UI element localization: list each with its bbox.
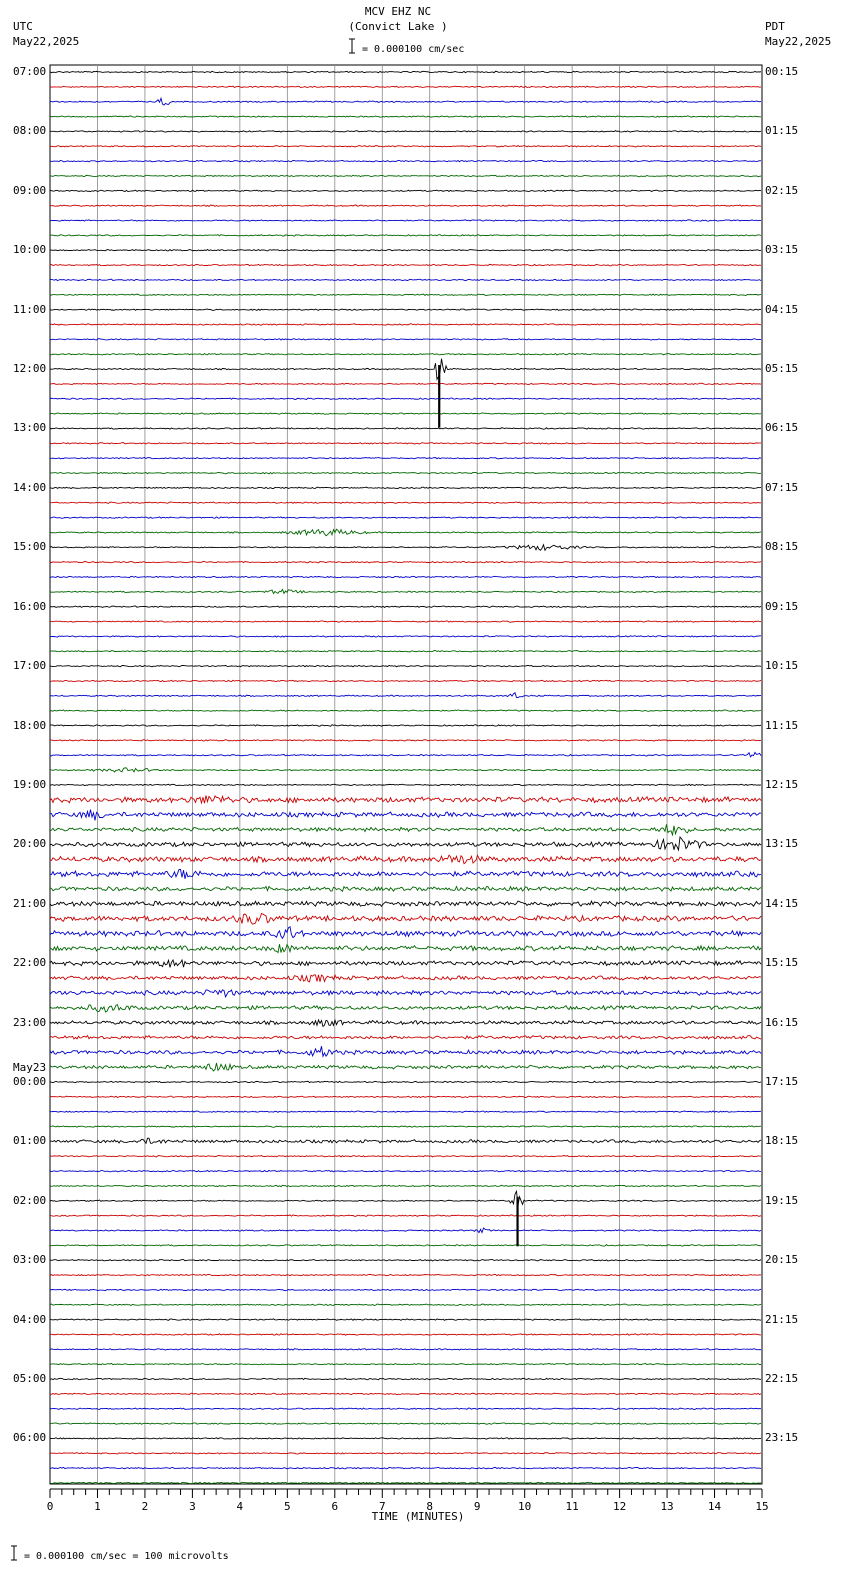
station-location: (Convict Lake ) (348, 20, 448, 33)
scale-bar-icon (349, 39, 355, 53)
tick-label: 14 (707, 1500, 722, 1513)
trace-line-38 (50, 636, 761, 637)
utc-hour-label: 00:00 (13, 1074, 47, 1088)
trace-line-37 (50, 621, 761, 622)
plot-grid (50, 65, 762, 1484)
left-timezone: UTC (13, 20, 33, 33)
utc-hour-label: 13:00 (13, 421, 47, 435)
tick-label: 12 (612, 1500, 627, 1513)
trace-line-7 (50, 175, 761, 176)
trace-line-4 (50, 131, 761, 132)
trace-line-10 (50, 220, 761, 221)
trace-line-58 (50, 927, 761, 938)
trace-line-20 (50, 359, 761, 380)
utc-hour-label: 05:00 (13, 1372, 47, 1386)
utc-hour-label: 11:00 (13, 302, 47, 316)
pdt-hour-label: 13:15 (765, 837, 799, 851)
trace-line-3 (50, 116, 761, 117)
trace-line-43 (50, 710, 761, 711)
trace-line-49 (50, 795, 761, 803)
pdt-hour-label: 15:15 (765, 956, 799, 970)
trace-line-36 (50, 606, 761, 607)
trace-group (50, 71, 761, 1483)
trace-line-85 (50, 1334, 761, 1335)
trace-line-46 (50, 752, 761, 756)
trace-line-91 (50, 1423, 761, 1424)
trace-line-13 (50, 264, 761, 265)
trace-line-74 (50, 1170, 761, 1171)
trace-line-69 (50, 1096, 761, 1097)
utc-hour-label: 02:00 (13, 1193, 47, 1207)
trace-line-76 (50, 1191, 761, 1205)
pdt-hour-label: 22:15 (765, 1372, 799, 1386)
trace-line-51 (50, 824, 761, 835)
trace-line-42 (50, 693, 761, 698)
utc-date-label: May23 (13, 1060, 47, 1074)
trace-line-34 (50, 576, 761, 577)
utc-hour-label: 19:00 (13, 777, 47, 791)
trace-line-1 (50, 86, 761, 87)
trace-line-84 (50, 1319, 761, 1320)
trace-line-22 (50, 398, 761, 400)
utc-hour-label: 03:00 (13, 1253, 47, 1267)
trace-line-88 (50, 1378, 761, 1380)
pdt-hour-label: 18:15 (765, 1134, 799, 1148)
pdt-hour-label: 02:15 (765, 183, 799, 197)
tick-label: 1 (94, 1500, 101, 1513)
trace-line-72 (50, 1138, 761, 1143)
right-timezone: PDT (765, 20, 785, 33)
trace-line-30 (50, 517, 761, 518)
station-name: MCV EHZ NC (364, 5, 432, 18)
trace-line-44 (50, 725, 761, 727)
tick-label: 3 (189, 1500, 196, 1513)
tick-label: 13 (660, 1500, 674, 1513)
right-date: May22,2025 (765, 35, 832, 48)
utc-hour-label: 21:00 (13, 896, 47, 910)
trace-line-65 (50, 1035, 761, 1039)
pdt-hour-label: 19:15 (765, 1193, 799, 1207)
trace-line-60 (50, 960, 761, 967)
tick-label: 8 (426, 1500, 434, 1513)
tick-label: 5 (284, 1500, 291, 1513)
trace-line-19 (50, 354, 761, 355)
trace-line-63 (50, 1005, 761, 1012)
trace-line-26 (50, 457, 761, 458)
trace-line-11 (50, 235, 761, 237)
trace-line-78 (50, 1228, 761, 1233)
trace-line-31 (50, 529, 761, 536)
pdt-hour-label: 11:15 (765, 718, 799, 732)
trace-line-81 (50, 1274, 761, 1275)
pdt-hour-label: 21:15 (765, 1312, 799, 1326)
trace-line-52 (50, 837, 761, 850)
trace-line-77 (50, 1215, 761, 1217)
trace-line-93 (50, 1453, 761, 1454)
trace-line-70 (50, 1111, 761, 1112)
trace-line-23 (50, 413, 761, 414)
pdt-hour-label: 12:15 (765, 777, 799, 791)
pdt-hour-label: 07:15 (765, 480, 799, 494)
trace-line-29 (50, 502, 761, 503)
trace-line-6 (50, 160, 761, 161)
trace-line-17 (50, 324, 761, 325)
trace-line-53 (50, 855, 761, 863)
trace-line-48 (50, 784, 761, 785)
pdt-hour-label: 23:15 (765, 1431, 799, 1445)
trace-line-66 (50, 1046, 761, 1056)
trace-line-82 (50, 1289, 761, 1290)
trace-line-59 (50, 944, 761, 952)
trace-line-5 (50, 146, 761, 147)
trace-line-47 (50, 768, 761, 772)
trace-line-40 (50, 665, 761, 666)
trace-line-90 (50, 1408, 761, 1409)
utc-hour-label: 15:00 (13, 540, 47, 554)
utc-hour-label: 23:00 (13, 1015, 47, 1029)
trace-line-35 (50, 589, 761, 593)
trace-line-87 (50, 1363, 761, 1364)
trace-line-8 (50, 190, 761, 191)
pdt-hour-label: 20:15 (765, 1253, 799, 1267)
trace-line-57 (50, 914, 761, 925)
tick-label: 0 (46, 1500, 54, 1513)
pdt-hour-label: 16:15 (765, 1015, 799, 1029)
calibration-label: = 0.000100 cm/sec = 100 microvolts (24, 1551, 229, 1562)
calibration-bar-icon (11, 1546, 17, 1560)
pdt-hour-label: 01:15 (765, 124, 799, 138)
trace-line-18 (50, 339, 761, 340)
utc-hour-label: 14:00 (13, 480, 47, 494)
utc-hour-label: 01:00 (13, 1134, 47, 1148)
pdt-hour-label: 14:15 (765, 896, 799, 910)
tick-label: 7 (378, 1500, 386, 1513)
trace-line-15 (50, 294, 761, 295)
utc-hour-label: 12:00 (13, 362, 47, 376)
pdt-hour-label: 09:15 (765, 599, 799, 613)
tick-label: 9 (473, 1500, 481, 1513)
utc-hour-label: 16:00 (13, 599, 47, 613)
trace-line-21 (50, 383, 761, 384)
trace-line-73 (50, 1156, 761, 1157)
plot-frame (50, 65, 762, 1484)
trace-line-55 (50, 886, 761, 891)
tick-label: 10 (518, 1500, 532, 1513)
trace-line-79 (50, 1245, 761, 1246)
utc-hour-label: 04:00 (13, 1312, 47, 1326)
trace-line-62 (50, 990, 761, 997)
trace-line-92 (50, 1438, 761, 1439)
trace-line-83 (50, 1304, 761, 1305)
pdt-hour-label: 08:15 (765, 540, 799, 554)
trace-line-2 (50, 98, 761, 105)
trace-line-61 (50, 975, 761, 982)
left-date: May22,2025 (13, 35, 80, 48)
trace-line-41 (50, 680, 761, 681)
trace-line-89 (50, 1393, 761, 1394)
utc-hour-label: 20:00 (13, 837, 47, 851)
trace-line-12 (50, 250, 761, 251)
trace-line-71 (50, 1126, 761, 1128)
tick-label: 2 (141, 1500, 149, 1513)
trace-line-45 (50, 740, 761, 741)
utc-hour-label: 08:00 (13, 124, 47, 138)
pdt-hour-label: 06:15 (765, 421, 799, 435)
trace-line-32 (50, 545, 761, 551)
utc-hour-label: 10:00 (13, 243, 47, 257)
trace-line-39 (50, 651, 761, 652)
utc-hour-label: 17:00 (13, 659, 47, 673)
trace-line-33 (50, 561, 761, 563)
utc-hour-label: 09:00 (13, 183, 47, 197)
trace-line-50 (50, 810, 761, 821)
trace-line-9 (50, 205, 761, 206)
utc-hour-label: 07:00 (13, 65, 47, 78)
trace-line-28 (50, 487, 761, 488)
trace-line-14 (50, 279, 761, 280)
trace-line-54 (50, 870, 761, 879)
trace-line-0 (50, 71, 761, 72)
utc-hour-label: 18:00 (13, 718, 47, 732)
trace-line-67 (50, 1063, 761, 1071)
pdt-hour-label: 10:15 (765, 659, 799, 673)
trace-line-25 (50, 443, 761, 444)
pdt-hour-label: 03:15 (765, 243, 799, 257)
trace-line-16 (50, 309, 761, 310)
pdt-hour-label: 05:15 (765, 362, 799, 376)
pdt-hour-label: 00:15 (765, 65, 799, 78)
x-axis-label: TIME (MINUTES) (371, 1510, 465, 1523)
trace-line-68 (50, 1081, 761, 1082)
tick-label: 11 (565, 1500, 579, 1513)
trace-line-27 (50, 472, 761, 473)
tick-label: 6 (331, 1500, 339, 1513)
pdt-hour-label: 17:15 (765, 1074, 799, 1088)
pdt-hour-label: 04:15 (765, 302, 799, 316)
tick-label: 4 (236, 1500, 244, 1513)
trace-line-24 (50, 428, 761, 429)
tick-label: 15 (755, 1500, 769, 1513)
trace-line-64 (50, 1020, 761, 1027)
trace-line-56 (50, 901, 761, 906)
trace-line-94 (50, 1467, 761, 1468)
utc-hour-label: 06:00 (13, 1431, 47, 1445)
scale-label: = 0.000100 cm/sec (362, 44, 465, 55)
utc-hour-label: 22:00 (13, 956, 47, 970)
trace-line-75 (50, 1185, 761, 1186)
trace-line-80 (50, 1260, 761, 1261)
trace-line-86 (50, 1349, 761, 1350)
